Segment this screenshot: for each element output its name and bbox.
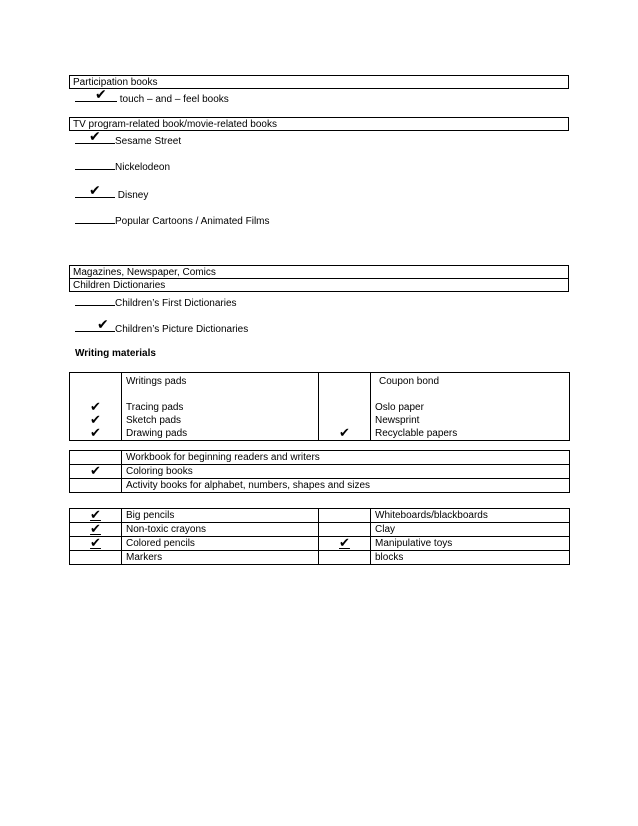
item-label: Oslo paper: [371, 401, 570, 414]
table-row: [70, 537, 570, 551]
check-icon: ✔: [95, 87, 107, 103]
tv-item-disney: [75, 183, 149, 203]
dictionaries-header: Children Dictionaries: [69, 278, 569, 292]
item-label: Colored pencils: [122, 537, 319, 551]
item-label: Children’s Picture Dictionaries: [115, 324, 249, 335]
item-label: touch – and – feel books: [119, 94, 229, 105]
magazines-header: Magazines, Newspaper, Comics: [69, 265, 569, 279]
check-cell[interactable]: [70, 479, 122, 493]
writing-table-1: [69, 372, 570, 441]
tv-header: TV program-related book/movie-related books: [69, 117, 569, 131]
checkbox-blank[interactable]: [75, 158, 115, 170]
check-cell[interactable]: [70, 509, 122, 523]
checkbox-blank[interactable]: [75, 212, 115, 224]
check-icon: ✔: [89, 183, 101, 199]
item-label: Activity books for alphabet, numbers, shapes and sizes: [122, 479, 570, 493]
check-cell[interactable]: [319, 401, 371, 414]
check-cell[interactable]: [70, 523, 122, 537]
dict-item-first: [75, 294, 237, 311]
item-label: Recyclable papers: [371, 427, 570, 441]
item-label: Sketch pads: [122, 414, 319, 427]
check-cell[interactable]: [319, 509, 371, 523]
check-cell[interactable]: [319, 427, 371, 441]
participation-item-touch-feel: [75, 87, 229, 107]
check-icon: ✔: [90, 400, 101, 415]
check-cell[interactable]: [70, 551, 122, 565]
table-row: [70, 401, 570, 414]
item-label: Writings pads: [122, 373, 319, 402]
item-label: Nickelodeon: [115, 162, 171, 173]
item-label: Manipulative toys: [371, 537, 570, 551]
table-row: [70, 509, 570, 523]
item-label: Markers: [122, 551, 319, 565]
writing-materials-heading: Writing materials: [75, 348, 156, 359]
check-icon: ✔: [339, 426, 350, 441]
tv-item-popular-cartoons: [75, 212, 270, 229]
table-row: [70, 427, 570, 441]
checkbox-blank[interactable]: [75, 317, 115, 333]
check-cell[interactable]: [319, 523, 371, 537]
check-cell[interactable]: [319, 373, 371, 402]
writing-table-3: [69, 508, 570, 565]
item-label: Big pencils: [122, 509, 319, 523]
item-label: Workbook for beginning readers and writers: [122, 451, 570, 465]
table-row: [70, 414, 570, 427]
checkbox-blank[interactable]: [75, 129, 115, 145]
check-cell[interactable]: [319, 537, 371, 551]
check-icon: ✔: [97, 317, 109, 333]
check-cell[interactable]: [70, 427, 122, 441]
check-icon: ✔: [90, 522, 101, 537]
check-cell[interactable]: [70, 373, 122, 402]
check-icon: ✔: [90, 536, 101, 551]
check-icon: ✔: [90, 508, 101, 523]
check-cell[interactable]: [70, 451, 122, 465]
item-label: Children’s First Dictionaries: [115, 298, 237, 309]
tv-item-sesame-street: [75, 129, 182, 149]
table-row: [70, 451, 570, 465]
check-icon: ✔: [90, 413, 101, 428]
item-label: Coloring books: [122, 465, 570, 479]
item-label: Whiteboards/blackboards: [371, 509, 570, 523]
item-label: Sesame Street: [115, 136, 182, 147]
item-label: Newsprint: [371, 414, 570, 427]
table-row: [70, 551, 570, 565]
check-icon: ✔: [89, 129, 101, 145]
table-row: [70, 523, 570, 537]
item-label: Drawing pads: [122, 427, 319, 441]
item-label: blocks: [371, 551, 570, 565]
check-icon: ✔: [90, 426, 101, 441]
check-cell[interactable]: [70, 465, 122, 479]
writing-table-2: [69, 450, 570, 493]
table-row: [70, 373, 570, 402]
item-label: Clay: [371, 523, 570, 537]
table-row: [70, 479, 570, 493]
table-row: [70, 465, 570, 479]
item-label: Non-toxic crayons: [122, 523, 319, 537]
check-cell[interactable]: [70, 537, 122, 551]
check-icon: ✔: [339, 536, 350, 551]
check-icon: ✔: [90, 464, 101, 479]
check-cell[interactable]: [319, 551, 371, 565]
checkbox-blank[interactable]: [75, 87, 117, 103]
item-label: Tracing pads: [122, 401, 319, 414]
dict-item-picture: [75, 317, 249, 337]
checkbox-blank[interactable]: [75, 183, 115, 199]
item-label: Coupon bond: [371, 373, 570, 402]
participation-header: Participation books: [69, 75, 569, 89]
tv-item-nickelodeon: [75, 158, 170, 175]
item-label: Disney: [117, 190, 149, 201]
item-label: Popular Cartoons / Animated Films: [115, 216, 270, 227]
checkbox-blank[interactable]: [75, 294, 115, 306]
